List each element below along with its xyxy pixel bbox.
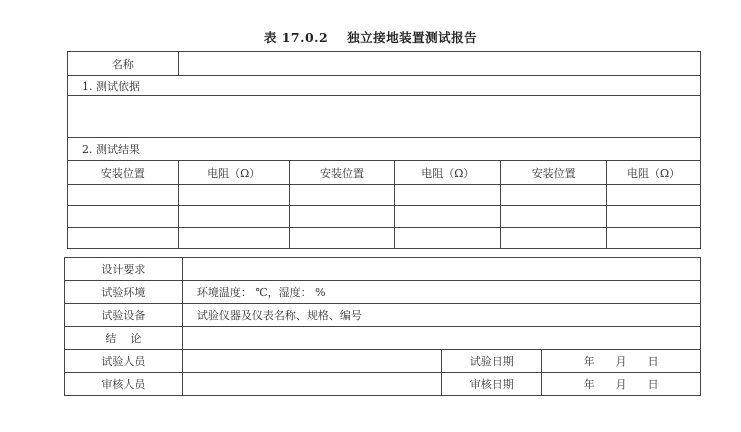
results-cell[interactable] (395, 228, 501, 249)
test-environment-field[interactable]: 环境温度： ℃，湿度： % (182, 281, 700, 304)
report-lower-table (64, 257, 701, 396)
tester-row (65, 350, 701, 373)
date-year: 年 (583, 378, 595, 391)
results-cell[interactable] (68, 228, 179, 249)
results-row (68, 185, 701, 206)
results-cell[interactable] (501, 206, 607, 228)
test-basis-label: 1. 测试依据 (68, 76, 701, 96)
results-cell[interactable] (501, 228, 607, 249)
test-equipment-label: 试验设备 (65, 304, 183, 327)
table-title: 独立接地装置测试报告 (347, 30, 478, 45)
results-cell[interactable] (501, 185, 607, 206)
name-row (68, 52, 701, 76)
date-month: 月 (615, 355, 627, 368)
test-results-label: 2. 测试结果 (68, 138, 701, 161)
results-cell[interactable] (178, 228, 289, 249)
results-header-location: 安装位置 (501, 161, 607, 185)
date-year: 年 (583, 355, 595, 368)
environment-row (65, 281, 701, 304)
reviewer-label: 审核人员 (65, 373, 183, 396)
test-date-label: 试验日期 (442, 350, 542, 373)
results-header-resistance: 电阻（Ω） (178, 161, 289, 185)
date-month: 月 (615, 378, 627, 391)
equipment-row (65, 304, 701, 327)
basis-header-row (68, 76, 701, 96)
results-row (68, 206, 701, 228)
tester-field[interactable] (182, 350, 442, 373)
conclusion-field[interactable] (182, 327, 700, 350)
results-column-headers (68, 161, 701, 185)
test-basis-field[interactable] (68, 96, 701, 138)
test-equipment-field[interactable]: 试验仪器及仪表名称、规格、编号 (182, 304, 700, 327)
table-number: 表 17.0.2 (263, 30, 329, 45)
review-date-label: 审核日期 (442, 373, 542, 396)
results-cell[interactable] (289, 185, 395, 206)
results-cell[interactable] (607, 206, 701, 228)
results-header-resistance: 电阻（Ω） (395, 161, 501, 185)
conclusion-row (65, 327, 701, 350)
results-header-location: 安装位置 (289, 161, 395, 185)
results-cell[interactable] (68, 185, 179, 206)
reviewer-field[interactable] (182, 373, 442, 396)
design-requirements-label: 设计要求 (65, 258, 183, 281)
results-cell[interactable] (395, 185, 501, 206)
tester-label: 试验人员 (65, 350, 183, 373)
results-header-row (68, 138, 701, 161)
results-header-resistance: 电阻（Ω） (607, 161, 701, 185)
review-date-field[interactable] (542, 373, 701, 396)
results-cell[interactable] (607, 228, 701, 249)
results-row (68, 228, 701, 249)
results-cell[interactable] (289, 206, 395, 228)
conclusion-label: 结 论 (65, 327, 183, 350)
report-title (0, 28, 741, 46)
basis-row (68, 96, 701, 138)
results-cell[interactable] (289, 228, 395, 249)
design-row (65, 258, 701, 281)
results-cell[interactable] (68, 206, 179, 228)
results-cell[interactable] (178, 206, 289, 228)
name-label: 名称 (68, 52, 179, 76)
test-date-field[interactable] (542, 350, 701, 373)
results-cell[interactable] (607, 185, 701, 206)
report-upper-table (67, 51, 701, 249)
date-day: 日 (647, 355, 659, 368)
reviewer-row (65, 373, 701, 396)
test-environment-label: 试验环境 (65, 281, 183, 304)
results-cell[interactable] (395, 206, 501, 228)
results-header-location: 安装位置 (68, 161, 179, 185)
results-cell[interactable] (178, 185, 289, 206)
date-day: 日 (647, 378, 659, 391)
name-field[interactable] (178, 52, 700, 76)
design-requirements-field[interactable] (182, 258, 700, 281)
